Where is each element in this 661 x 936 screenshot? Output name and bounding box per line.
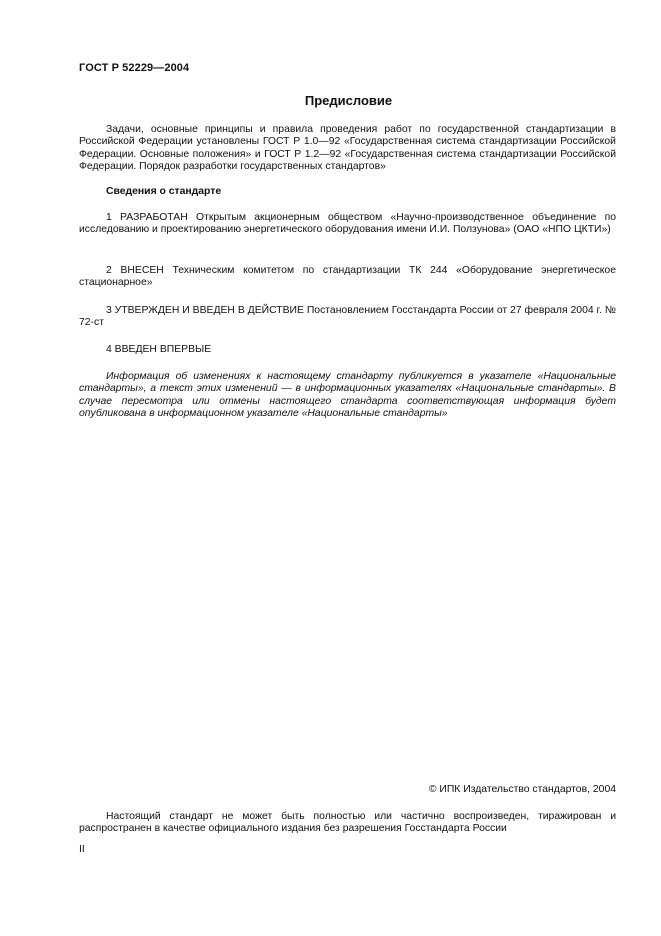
info-item-approved: 3 УТВЕРЖДЕН И ВВЕДЕН В ДЕЙСТВИЕ Постановлением Госстандарта России от 27 февраля 2004 г. № 72-ст [79,305,616,329]
info-item-developed: 1 РАЗРАБОТАН Открытым акционерным обществом «Научно-производственное объединение по исследованию и проектированию энергетического оборудования имени И.И. Ползунова» (ОАО «НПО ЦКТИ») [79,212,616,236]
page-number: II [79,844,85,855]
reproduction-notice-paragraph: Настоящий стандарт не может быть полностью или частично воспроизведен, тиражирован и распространен в качестве официального издания без разрешения Госстандарта России [79,811,616,835]
changes-notice-paragraph: Информация об изменениях к настоящему стандарту публикуется в указателе «Национальные стандарты», а текст этих изменений — в информационных указателях «Национальные стандарты». В случае пересмотра или отмены настоящего стандарта соответствующая информация будет опубликована в информационном указателе «Национальные стандарты» [79,371,616,420]
preface-title: Предисловие [304,93,393,108]
info-item-submitted: 2 ВНЕСЕН Техническим комитетом по стандартизации ТК 244 «Оборудование энергетическое стационарное» [79,265,616,289]
document-code: ГОСТ Р 52229—2004 [79,62,190,74]
copyright-line: © ИПК Издательство стандартов, 2004 [428,784,616,795]
standard-info-heading: Сведения о стандарте [106,186,222,197]
preface-intro-paragraph: Задачи, основные принципы и правила проведения работ по государственной стандартизации в Российской Федерации установлены ГОСТ Р 1.0—92 «Государственная система стандартизации Российской Федерации. Основные положения» и ГОСТ Р 1.2—92 «Государственная система стандартизации Российской Федерации. Порядок разработки государственных стандартов» [79,124,616,173]
info-item-first-introduced: 4 ВВЕДЕН ВПЕРВЫЕ [106,344,212,355]
